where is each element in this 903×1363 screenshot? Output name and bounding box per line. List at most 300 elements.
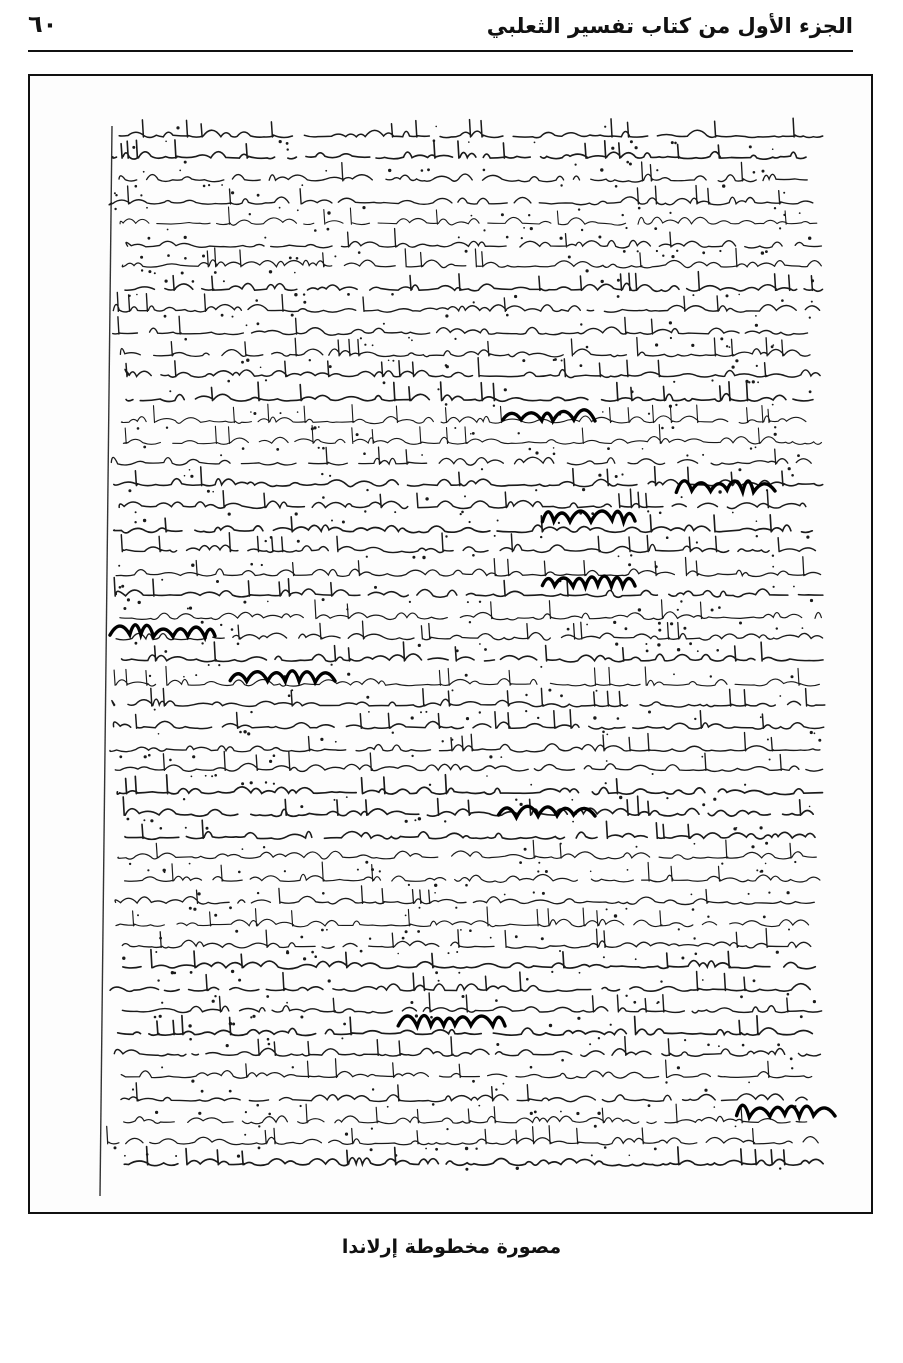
diacritic-dot bbox=[258, 1125, 260, 1127]
diacritic-dot bbox=[451, 739, 453, 741]
diacritic-dot bbox=[458, 236, 460, 238]
diacritic-dot bbox=[603, 956, 605, 958]
diacritic-dot bbox=[157, 979, 159, 981]
diacritic-dot bbox=[692, 294, 694, 296]
diacritic-dot bbox=[391, 293, 394, 296]
diacritic-dot bbox=[408, 337, 410, 339]
diacritic-dot bbox=[394, 511, 396, 513]
diacritic-dot bbox=[628, 563, 631, 566]
diacritic-dot bbox=[772, 555, 774, 557]
diacritic-dot bbox=[434, 884, 437, 887]
diacritic-dot bbox=[388, 169, 391, 172]
diacritic-dot bbox=[711, 609, 714, 612]
handwritten-line bbox=[121, 1083, 807, 1102]
diacritic-dot bbox=[771, 345, 774, 348]
diacritic-dot bbox=[776, 951, 779, 954]
diacritic-dot bbox=[174, 972, 177, 975]
diacritic-dot bbox=[165, 280, 168, 283]
diacritic-dot bbox=[114, 208, 116, 210]
diacritic-dot bbox=[675, 404, 677, 406]
diacritic-dot bbox=[226, 1044, 229, 1047]
diacritic-dot bbox=[454, 338, 456, 340]
diacritic-dot bbox=[772, 148, 774, 150]
diacritic-dot bbox=[694, 843, 696, 845]
diacritic-dot bbox=[269, 270, 272, 273]
diacritic-dot bbox=[760, 826, 763, 829]
diacritic-dot bbox=[250, 1016, 252, 1018]
diacritic-dot bbox=[580, 364, 583, 367]
diacritic-dot bbox=[752, 380, 755, 383]
diacritic-dot bbox=[309, 359, 311, 361]
diacritic-dot bbox=[666, 536, 669, 539]
page-number: ٦٠ bbox=[28, 10, 58, 38]
diacritic-dot bbox=[300, 1105, 302, 1107]
diacritic-dot bbox=[300, 805, 303, 808]
diacritic-dot bbox=[540, 536, 542, 538]
diacritic-dot bbox=[465, 674, 468, 677]
diacritic-dot bbox=[645, 643, 647, 645]
diacritic-dot bbox=[623, 250, 626, 253]
diacritic-dot bbox=[369, 938, 371, 940]
diacritic-dot bbox=[606, 734, 608, 736]
diacritic-dot bbox=[489, 755, 492, 758]
diacritic-dot bbox=[658, 622, 661, 625]
diacritic-dot bbox=[721, 863, 723, 865]
diacritic-dot bbox=[418, 817, 421, 820]
diacritic-dot bbox=[343, 1023, 346, 1026]
diacritic-dot bbox=[159, 1015, 162, 1018]
diacritic-dot bbox=[601, 280, 604, 283]
diacritic-dot bbox=[322, 892, 325, 895]
diacritic-dot bbox=[329, 365, 332, 368]
diacritic-dot bbox=[295, 512, 298, 515]
diacritic-dot bbox=[411, 755, 413, 757]
diacritic-dot bbox=[614, 914, 617, 917]
diacritic-dot bbox=[580, 323, 582, 325]
diacritic-dot bbox=[518, 432, 520, 434]
diacritic-dot bbox=[214, 774, 217, 777]
diacritic-dot bbox=[189, 469, 191, 471]
handwritten-line bbox=[115, 751, 822, 771]
diacritic-dot bbox=[625, 995, 627, 997]
diacritic-dot bbox=[418, 644, 421, 647]
diacritic-dot bbox=[806, 536, 809, 539]
diacritic-dot bbox=[471, 215, 473, 217]
diacritic-dot bbox=[736, 827, 738, 829]
diacritic-dot bbox=[787, 891, 790, 894]
diacritic-dot bbox=[591, 1154, 593, 1156]
diacritic-dot bbox=[460, 929, 462, 931]
diacritic-dot bbox=[586, 269, 589, 272]
handwritten-line bbox=[124, 1147, 823, 1166]
diacritic-dot bbox=[161, 579, 163, 581]
diacritic-dot bbox=[702, 803, 705, 806]
handwritten-line bbox=[118, 840, 816, 859]
diacritic-dot bbox=[627, 869, 629, 871]
diacritic-dot bbox=[189, 907, 192, 910]
diacritic-dot bbox=[415, 1014, 418, 1017]
handwritten-line bbox=[107, 1126, 819, 1145]
diacritic-dot bbox=[810, 731, 813, 734]
diacritic-dot bbox=[748, 893, 750, 895]
diacritic-dot bbox=[520, 803, 523, 806]
diacritic-dot bbox=[495, 1088, 497, 1090]
enlarged-headword bbox=[230, 671, 335, 682]
diacritic-dot bbox=[533, 891, 535, 893]
diacritic-dot bbox=[327, 228, 330, 231]
diacritic-dot bbox=[760, 871, 762, 873]
diacritic-dot bbox=[229, 906, 232, 909]
diacritic-dot bbox=[638, 608, 641, 611]
diacritic-dot bbox=[334, 799, 336, 801]
diacritic-dot bbox=[137, 427, 140, 430]
diacritic-dot bbox=[561, 360, 563, 362]
diacritic-dot bbox=[811, 301, 813, 303]
diacritic-dot bbox=[408, 884, 410, 886]
diacritic-dot bbox=[642, 448, 644, 450]
diacritic-dot bbox=[214, 914, 217, 917]
diacritic-dot bbox=[435, 971, 438, 974]
diacritic-dot bbox=[501, 213, 504, 216]
handwritten-line bbox=[116, 557, 821, 577]
diacritic-dot bbox=[633, 1001, 636, 1004]
diacritic-dot bbox=[169, 759, 172, 762]
diacritic-dot bbox=[522, 359, 525, 362]
diacritic-dot bbox=[671, 141, 674, 144]
diacritic-dot bbox=[472, 554, 475, 557]
diacritic-dot bbox=[635, 958, 637, 960]
diacritic-dot bbox=[558, 522, 560, 524]
diacritic-dot bbox=[114, 1146, 117, 1149]
diacritic-dot bbox=[781, 299, 784, 302]
handwritten-line bbox=[120, 600, 822, 620]
diacritic-dot bbox=[718, 1045, 720, 1047]
diacritic-dot bbox=[739, 622, 742, 625]
handwritten-line bbox=[115, 886, 814, 905]
diacritic-dot bbox=[691, 894, 693, 896]
diacritic-dot bbox=[529, 448, 532, 451]
diacritic-dot bbox=[661, 427, 664, 430]
diacritic-dot bbox=[506, 314, 509, 317]
handwritten-line bbox=[122, 929, 811, 949]
diacritic-dot bbox=[578, 208, 580, 210]
diacritic-dot bbox=[744, 784, 746, 786]
diacritic-dot bbox=[602, 411, 604, 413]
diacritic-dot bbox=[214, 271, 217, 274]
diacritic-dot bbox=[435, 126, 437, 128]
diacritic-dot bbox=[469, 621, 471, 623]
diacritic-dot bbox=[241, 361, 244, 364]
diacritic-dot bbox=[185, 827, 187, 829]
diacritic-dot bbox=[716, 649, 719, 652]
manuscript-handwriting bbox=[30, 76, 871, 1212]
diacritic-dot bbox=[321, 929, 324, 932]
diacritic-dot bbox=[412, 556, 415, 559]
diacritic-dot bbox=[221, 314, 224, 317]
diacritic-dot bbox=[677, 648, 680, 651]
diacritic-dot bbox=[537, 870, 539, 872]
diacritic-dot bbox=[464, 495, 466, 497]
diacritic-dot bbox=[335, 741, 337, 743]
diacritic-dot bbox=[294, 293, 297, 296]
diacritic-dot bbox=[154, 272, 156, 274]
diacritic-dot bbox=[119, 586, 122, 589]
diacritic-dot bbox=[402, 937, 405, 940]
diacritic-dot bbox=[201, 1090, 204, 1093]
diacritic-dot bbox=[189, 863, 191, 865]
diacritic-dot bbox=[589, 1043, 591, 1045]
diacritic-dot bbox=[515, 935, 518, 938]
diacritic-dot bbox=[704, 1089, 707, 1092]
handwritten-line bbox=[114, 578, 823, 598]
diacritic-dot bbox=[280, 412, 282, 414]
diacritic-dot bbox=[490, 937, 492, 939]
diacritic-dot bbox=[267, 601, 269, 603]
diacritic-dot bbox=[297, 540, 300, 543]
diacritic-dot bbox=[590, 871, 592, 873]
diacritic-dot bbox=[346, 608, 348, 610]
diacritic-dot bbox=[437, 388, 439, 390]
diacritic-dot bbox=[155, 951, 157, 953]
diacritic-dot bbox=[572, 821, 574, 823]
diacritic-dot bbox=[184, 257, 187, 260]
diacritic-dot bbox=[383, 381, 386, 384]
diacritic-dot bbox=[665, 1081, 667, 1083]
diacritic-dot bbox=[553, 447, 555, 449]
handwritten-line bbox=[98, 972, 810, 992]
diacritic-dot bbox=[597, 1112, 600, 1115]
handwritten-line bbox=[117, 775, 822, 795]
diacritic-dot bbox=[756, 869, 758, 871]
diacritic-dot bbox=[617, 295, 620, 298]
diacritic-dot bbox=[207, 490, 210, 493]
enlarged-headword bbox=[737, 1105, 835, 1117]
diacritic-dot bbox=[613, 621, 616, 624]
diacritic-dot bbox=[674, 142, 677, 145]
diacritic-dot bbox=[322, 598, 325, 601]
diacritic-dot bbox=[519, 861, 522, 864]
diacritic-dot bbox=[379, 870, 381, 872]
diacritic-dot bbox=[618, 555, 620, 557]
diacritic-dot bbox=[525, 694, 527, 696]
diacritic-dot bbox=[184, 161, 187, 164]
diacritic-dot bbox=[279, 207, 281, 209]
diacritic-dot bbox=[750, 447, 752, 449]
diacritic-dot bbox=[524, 848, 527, 851]
diacritic-dot bbox=[689, 642, 692, 645]
diacritic-dot bbox=[655, 343, 658, 346]
diacritic-dot bbox=[334, 255, 336, 257]
diacritic-dot bbox=[694, 718, 696, 720]
diacritic-dot bbox=[422, 556, 425, 559]
diacritic-dot bbox=[791, 675, 794, 678]
diacritic-dot bbox=[669, 321, 672, 324]
diacritic-dot bbox=[189, 607, 192, 610]
diacritic-dot bbox=[560, 1111, 562, 1113]
diacritic-dot bbox=[147, 869, 149, 871]
diacritic-dot bbox=[774, 426, 776, 428]
diacritic-dot bbox=[425, 1148, 427, 1150]
diacritic-dot bbox=[742, 1044, 745, 1047]
diacritic-dot bbox=[638, 207, 641, 210]
diacritic-dot bbox=[322, 496, 325, 499]
diacritic-dot bbox=[216, 580, 219, 583]
diacritic-dot bbox=[810, 599, 813, 602]
diacritic-dot bbox=[670, 337, 672, 339]
diacritic-dot bbox=[516, 1167, 519, 1170]
diacritic-dot bbox=[326, 929, 328, 931]
diacritic-dot bbox=[146, 1153, 149, 1156]
diacritic-dot bbox=[188, 1024, 191, 1027]
diacritic-dot bbox=[579, 972, 581, 974]
diacritic-dot bbox=[691, 344, 694, 347]
diacritic-dot bbox=[445, 364, 448, 367]
diacritic-dot bbox=[161, 1066, 163, 1068]
diacritic-dot bbox=[756, 365, 758, 367]
diacritic-dot bbox=[631, 390, 634, 393]
diacritic-dot bbox=[206, 827, 209, 830]
diacritic-dot bbox=[320, 738, 323, 741]
diacritic-dot bbox=[575, 164, 577, 166]
handwritten-line bbox=[121, 404, 806, 423]
diacritic-dot bbox=[127, 598, 130, 601]
diacritic-dot bbox=[472, 432, 475, 435]
diacritic-dot bbox=[799, 212, 801, 214]
diacritic-dot bbox=[250, 411, 252, 413]
diacritic-dot bbox=[318, 426, 320, 428]
diacritic-dot bbox=[279, 140, 282, 143]
diacritic-dot bbox=[783, 192, 785, 194]
diacritic-dot bbox=[530, 1066, 533, 1069]
diacritic-dot bbox=[366, 696, 369, 699]
diacritic-dot bbox=[243, 601, 246, 604]
diacritic-dot bbox=[250, 563, 253, 566]
handwritten-line bbox=[114, 1037, 820, 1057]
diacritic-dot bbox=[602, 731, 605, 734]
diacritic-dot bbox=[358, 251, 361, 254]
diacritic-dot bbox=[135, 511, 137, 513]
diacritic-dot bbox=[371, 1128, 373, 1130]
diacritic-dot bbox=[541, 937, 544, 940]
diacritic-dot bbox=[625, 627, 628, 630]
diacritic-dot bbox=[314, 955, 317, 958]
diacritic-dot bbox=[467, 601, 469, 603]
diacritic-dot bbox=[726, 345, 728, 347]
diacritic-dot bbox=[421, 169, 424, 172]
diacritic-dot bbox=[325, 170, 327, 172]
diacritic-dot bbox=[229, 1022, 232, 1025]
diacritic-dot bbox=[791, 474, 794, 477]
diacritic-dot bbox=[530, 784, 532, 786]
diacritic-dot bbox=[779, 227, 781, 229]
diacritic-dot bbox=[276, 448, 279, 451]
diacritic-dot bbox=[534, 1111, 537, 1114]
diacritic-dot bbox=[658, 629, 661, 632]
diacritic-dot bbox=[814, 732, 816, 734]
enlarged-headword bbox=[542, 576, 635, 587]
diacritic-dot bbox=[329, 475, 331, 477]
diacritic-dot bbox=[657, 643, 660, 646]
diacritic-dot bbox=[647, 510, 649, 512]
diacritic-dot bbox=[149, 675, 151, 677]
diacritic-dot bbox=[294, 272, 296, 274]
diacritic-dot bbox=[192, 755, 195, 758]
diacritic-dot bbox=[662, 255, 664, 257]
diacritic-dot bbox=[286, 1002, 288, 1004]
diacritic-dot bbox=[189, 1038, 192, 1041]
diacritic-dot bbox=[255, 299, 258, 302]
handwritten-line bbox=[119, 489, 806, 509]
diacritic-dot bbox=[155, 1111, 158, 1114]
handwritten-line bbox=[122, 993, 821, 1013]
diacritic-dot bbox=[198, 1112, 201, 1115]
handwritten-line bbox=[116, 621, 823, 640]
diacritic-dot bbox=[808, 237, 811, 240]
diacritic-dot bbox=[419, 907, 421, 909]
diacritic-dot bbox=[615, 185, 618, 188]
diacritic-dot bbox=[231, 628, 234, 631]
diacritic-dot bbox=[718, 490, 721, 493]
diacritic-dot bbox=[680, 600, 682, 602]
diacritic-dot bbox=[630, 140, 633, 143]
diacritic-dot bbox=[432, 1103, 435, 1106]
diacritic-dot bbox=[761, 251, 764, 254]
diacritic-dot bbox=[719, 250, 721, 252]
diacritic-dot bbox=[183, 798, 185, 800]
diacritic-dot bbox=[159, 937, 162, 940]
diacritic-dot bbox=[284, 870, 286, 872]
diacritic-dot bbox=[387, 1106, 389, 1108]
diacritic-dot bbox=[757, 381, 759, 383]
diacritic-dot bbox=[231, 191, 234, 194]
diacritic-dot bbox=[190, 475, 193, 478]
diacritic-dot bbox=[768, 892, 770, 894]
diacritic-dot bbox=[265, 781, 267, 783]
diacritic-dot bbox=[756, 520, 758, 522]
diacritic-dot bbox=[772, 566, 774, 568]
diacritic-dot bbox=[247, 732, 250, 735]
diacritic-dot bbox=[228, 513, 231, 516]
running-header bbox=[28, 8, 853, 48]
diacritic-dot bbox=[198, 892, 201, 895]
diacritic-dot bbox=[622, 214, 624, 216]
diacritic-dot bbox=[561, 1059, 564, 1062]
diacritic-dot bbox=[187, 608, 189, 610]
handwritten-line bbox=[119, 162, 807, 182]
diacritic-dot bbox=[654, 1148, 657, 1151]
diacritic-dot bbox=[483, 169, 486, 172]
diacritic-dot bbox=[673, 673, 675, 675]
diacritic-dot bbox=[793, 586, 795, 588]
diacritic-dot bbox=[365, 861, 368, 864]
diacritic-dot bbox=[773, 586, 775, 588]
diacritic-dot bbox=[813, 1000, 816, 1003]
diacritic-dot bbox=[357, 869, 359, 871]
diacritic-dot bbox=[686, 454, 688, 456]
handwritten-line bbox=[121, 1059, 811, 1079]
diacritic-dot bbox=[553, 453, 556, 456]
diacritic-dot bbox=[655, 565, 658, 568]
diacritic-dot bbox=[257, 892, 259, 894]
diacritic-dot bbox=[465, 1168, 468, 1171]
diacritic-dot bbox=[328, 979, 331, 982]
diacritic-dot bbox=[122, 957, 125, 960]
diacritic-dot bbox=[619, 796, 622, 799]
diacritic-dot bbox=[179, 170, 181, 172]
diacritic-dot bbox=[420, 711, 422, 713]
diacritic-dot bbox=[136, 294, 138, 296]
diacritic-dot bbox=[411, 339, 413, 341]
